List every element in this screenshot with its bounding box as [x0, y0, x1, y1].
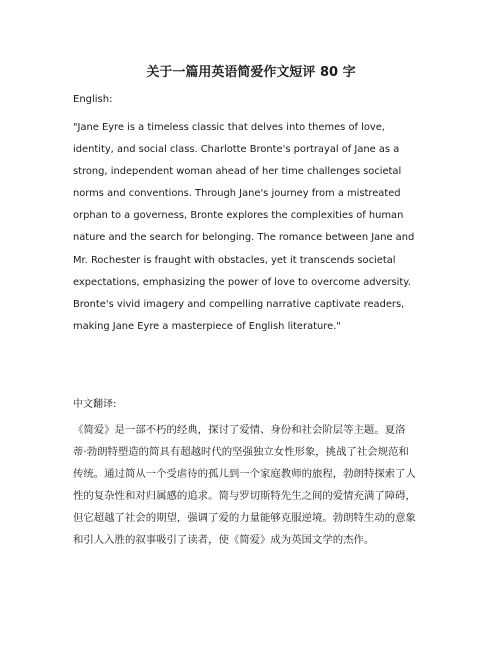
chinese-line: 和引人入胜的叙事吸引了读者，使《简爱》成为英国文学的杰作。 [73, 534, 375, 547]
english-paragraph [73, 117, 443, 338]
english-line: strong, independent woman ahead of her time challenges societal [73, 166, 402, 178]
english-line: "Jane Eyre is a timeless classic that delves into themes of love, [73, 122, 385, 133]
english-line: making Jane Eyre a masterpiece of English literature." [73, 320, 341, 332]
english-section-label: English: [73, 94, 113, 105]
english-line: norms and conventions. Through Jane's journey from a mistreated [73, 188, 401, 200]
chinese-paragraph [73, 419, 443, 552]
english-line: identity, and social class. Charlotte Bronte's portrayal of Jane as a [73, 144, 400, 156]
chinese-line: 传统。通过简从一个受虐待的孤儿到一个家庭教师的旅程，勃朗特探索了人 [73, 468, 416, 481]
english-line: expectations, emphasizing the power of love to overcome adversity. [73, 276, 411, 288]
chinese-line: 但它超越了社会的期望，强调了爱的力量能够克服逆境。勃朗特生动的意象 [73, 512, 416, 525]
english-line: nature and the search for belonging. The romance between Jane and [73, 232, 415, 244]
chinese-line: 性的复杂性和对归属感的追求。简与罗切斯特先生之间的爱情充满了障碍， [73, 490, 416, 503]
chinese-section-label: 中文翻译: [73, 399, 117, 410]
english-line: Mr. Rochester is fraught with obstacles, yet it transcends societal [73, 254, 396, 266]
chinese-line: 《简爱》是一部不朽的经典，探讨了爱情、身份和社会阶层等主题。夏洛 [73, 424, 406, 436]
document-title: 关于一篇用英语简爱作文短评 80 字 [146, 65, 356, 80]
chinese-line: 蒂·勃朗特塑造的简具有超越时代的坚强独立女性形象，挑战了社会规范和 [73, 446, 409, 459]
english-line: Bronte's vivid imagery and compelling narrative captivate readers, [73, 298, 405, 310]
english-line: orphan to a governess, Bronte explores the complexities of human [73, 210, 404, 222]
